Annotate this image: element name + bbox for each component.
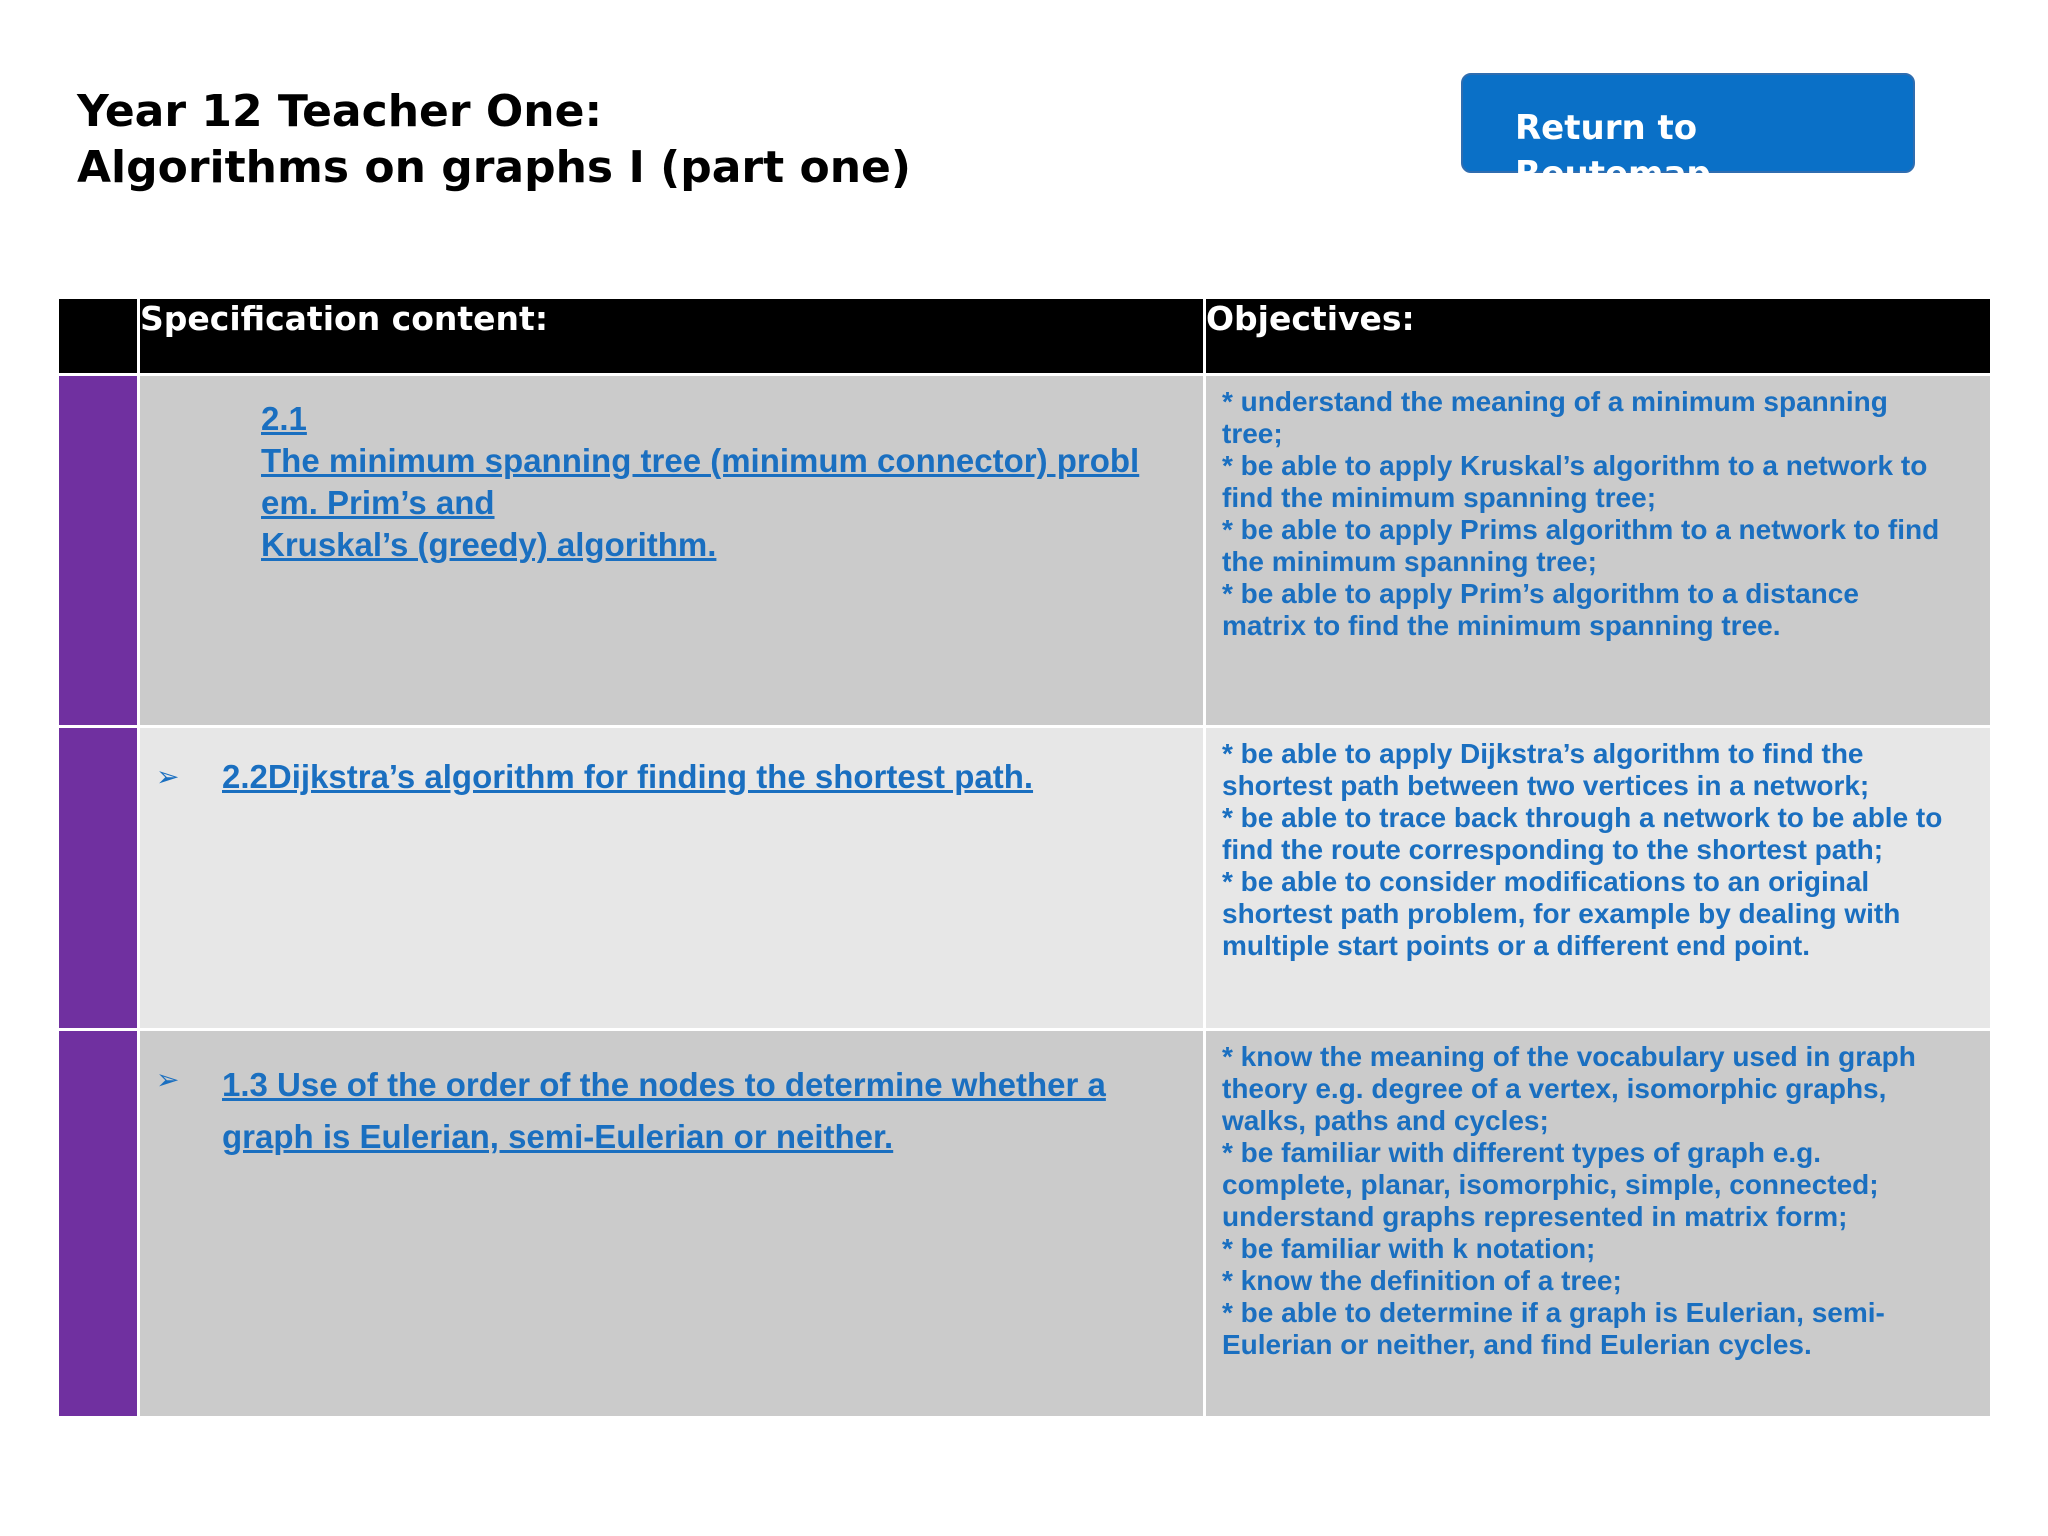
objective-line: * be able to consider modifications to an original xyxy=(1222,866,1870,897)
row-color-bar xyxy=(58,727,139,1030)
objective-line: shortest path between two vertices in a network; xyxy=(1222,770,1870,801)
arrow-bullet-icon: ➢ xyxy=(156,761,180,792)
objective-line: multiple start points or a different end point. xyxy=(1222,930,1811,961)
objective-line: theory e.g. degree of a vertex, isomorphic graphs, xyxy=(1222,1073,1887,1104)
objective-line: Eulerian or neither, and find Eulerian cycles. xyxy=(1222,1329,1812,1360)
table-row xyxy=(58,1030,1992,1418)
header-spec-content: Specification content: xyxy=(139,298,1205,375)
page-title-line-1: Year 12 Teacher One: xyxy=(77,86,603,137)
objective-line: * be able to apply Prims algorithm to a network to find xyxy=(1222,514,1940,545)
objective-line: * be able to apply Dijkstra’s algorithm to find the xyxy=(1222,738,1864,769)
objective-line: * know the definition of a tree; xyxy=(1222,1265,1622,1296)
spec-cell xyxy=(139,1030,1205,1418)
objectives-cell xyxy=(1205,375,1992,727)
objective-line: * be familiar with k notation; xyxy=(1222,1233,1596,1264)
header-objectives: Objectives: xyxy=(1205,298,1992,375)
objective-line: * be able to apply Prim’s algorithm to a distance xyxy=(1222,578,1859,609)
objective-line: * understand the meaning of a minimum spanning xyxy=(1222,386,1888,417)
row-color-bar xyxy=(58,375,139,727)
spec-link-dijkstra[interactable]: 2.2Dijkstra’s algorithm for finding the shortest path. xyxy=(222,758,1034,795)
return-button-label: Return to Routemap xyxy=(1515,108,1711,194)
page-title-line-2: Algorithms on graphs I (part one) xyxy=(77,142,911,193)
objective-line: complete, planar, isomorphic, simple, connected; xyxy=(1222,1169,1879,1200)
objective-line: find the minimum spanning tree; xyxy=(1222,482,1657,513)
objectives-text xyxy=(1206,728,1990,962)
spec-bullet xyxy=(140,1031,1203,1163)
arrow-bullet-icon: ➢ xyxy=(156,1064,180,1095)
objective-line: matrix to find the minimum spanning tree. xyxy=(1222,610,1781,641)
row-color-bar xyxy=(58,1030,139,1418)
spec-link-eulerian[interactable]: 1.3 Use of the order of the nodes to determine whether a graph is Eulerian, semi-Eulerian or neither. xyxy=(222,1066,1106,1155)
spec-line: em. Prim’s and xyxy=(261,484,495,521)
header-side-cell xyxy=(58,298,139,375)
page-title xyxy=(77,84,911,196)
objective-line: tree; xyxy=(1222,418,1283,449)
spec-link-minimum-spanning-tree[interactable] xyxy=(261,398,1183,566)
spec-line: 2.1 xyxy=(261,400,307,437)
objective-line: shortest path problem, for example by dealing with xyxy=(1222,898,1901,929)
spec-bullet xyxy=(140,728,1203,798)
objective-line: * be able to determine if a graph is Eulerian, semi- xyxy=(1222,1297,1885,1328)
table-header-row xyxy=(58,298,1992,375)
spec-cell xyxy=(139,375,1205,727)
objectives-cell xyxy=(1205,727,1992,1030)
objectives-cell xyxy=(1205,1030,1992,1418)
objective-line: walks, paths and cycles; xyxy=(1222,1105,1549,1136)
objective-line: the minimum spanning tree; xyxy=(1222,546,1597,577)
spec-cell xyxy=(139,727,1205,1030)
objectives-text xyxy=(1206,1031,1990,1361)
spec-line: Kruskal’s (greedy) algorithm. xyxy=(261,526,717,563)
objective-line: * be familiar with different types of graph e.g. xyxy=(1222,1137,1821,1168)
objective-line: * be able to apply Kruskal’s algorithm to a network to xyxy=(1222,450,1928,481)
table-row xyxy=(58,727,1992,1030)
objective-line: * know the meaning of the vocabulary used in graph xyxy=(1222,1041,1916,1072)
objective-line: find the route corresponding to the shortest path; xyxy=(1222,834,1884,865)
table-row xyxy=(58,375,1992,727)
return-to-routemap-button[interactable] xyxy=(1461,73,1915,194)
objective-line: * be able to trace back through a network to be able to xyxy=(1222,802,1943,833)
specification-table xyxy=(56,296,1993,1419)
objective-line: understand graphs represented in matrix form; xyxy=(1222,1201,1848,1232)
objectives-text xyxy=(1206,376,1990,642)
spec-line: The minimum spanning tree (minimum connector) probl xyxy=(261,442,1140,479)
